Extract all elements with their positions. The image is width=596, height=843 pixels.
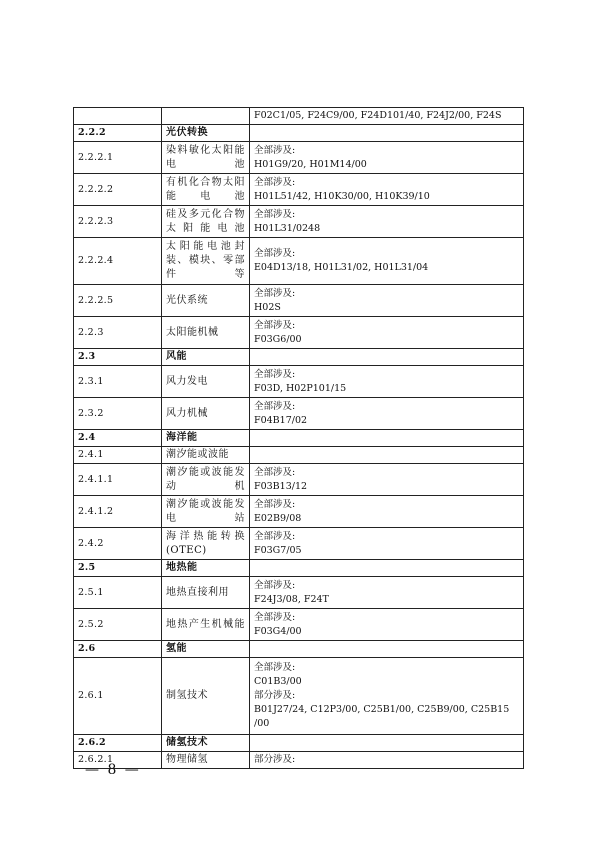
row-ipc-codes xyxy=(250,752,524,769)
ipc-line: H01L51/42, H10K30/00, H10K39/10 xyxy=(254,190,430,202)
ipc-line: H01G9/20, H01M14/00 xyxy=(254,158,367,170)
ipc-line: 部分涉及: xyxy=(254,754,296,765)
row-ipc-codes xyxy=(250,641,524,658)
ipc-line: B01J27/24, C12P3/00, C25B1/00, C25B9/00, C25B15 xyxy=(254,704,510,715)
ipc-line: F03B13/12 xyxy=(254,480,308,492)
table-row xyxy=(74,528,524,560)
ipc-line: 全部涉及: xyxy=(254,579,296,591)
table-row xyxy=(74,285,524,317)
ipc-line: 全部涉及: xyxy=(254,400,296,412)
row-ipc-codes xyxy=(250,108,524,125)
row-name: 风力发电 xyxy=(162,366,250,398)
row-name xyxy=(162,108,250,125)
row-code: 2.6 xyxy=(74,641,162,658)
row-name: 地热能 xyxy=(162,560,250,577)
ipc-line: E04D13/18, H01L31/02, H01L31/04 xyxy=(254,262,429,273)
row-ipc-codes xyxy=(250,125,524,142)
row-name: 氢能 xyxy=(162,641,250,658)
table-row xyxy=(74,125,524,142)
row-ipc-codes xyxy=(250,317,524,349)
row-code: 2.5 xyxy=(74,560,162,577)
row-ipc-codes xyxy=(250,366,524,398)
ipc-line: 全部涉及: xyxy=(254,208,296,220)
row-code: 2.3.2 xyxy=(74,398,162,430)
row-name: 潮汐能或波能发电站 xyxy=(162,496,250,528)
row-name: 染料敏化太阳能电池 xyxy=(162,142,250,174)
row-ipc-codes xyxy=(250,577,524,609)
ipc-line: 全部涉及: xyxy=(254,530,296,542)
ipc-line: /00 xyxy=(254,718,270,729)
ipc-line: F03D, H02P101/15 xyxy=(254,382,347,394)
row-ipc-codes xyxy=(250,735,524,752)
ipc-line: 全部涉及: xyxy=(254,611,296,623)
ipc-line: 全部涉及: xyxy=(254,466,296,478)
row-ipc-codes xyxy=(250,398,524,430)
row-code: 2.2.2.2 xyxy=(74,174,162,206)
table-row xyxy=(74,560,524,577)
ipc-line: 全部涉及: xyxy=(254,319,296,331)
row-code: 2.3 xyxy=(74,349,162,366)
ipc-line: 全部涉及: xyxy=(254,176,296,188)
table-row xyxy=(74,366,524,398)
row-ipc-codes xyxy=(250,142,524,174)
row-name: 太阳能机械 xyxy=(162,317,250,349)
row-name: 地热产生机械能 xyxy=(162,609,250,641)
table-row xyxy=(74,464,524,496)
row-ipc-codes xyxy=(250,447,524,464)
table-row xyxy=(74,752,524,769)
table-row xyxy=(74,658,524,735)
row-code: 2.2.3 xyxy=(74,317,162,349)
ipc-line: F03G6/00 xyxy=(254,333,302,345)
table-row xyxy=(74,142,524,174)
ipc-line: 全部涉及: xyxy=(254,248,296,259)
ipc-line: E02B9/08 xyxy=(254,512,302,524)
row-name: 风能 xyxy=(162,349,250,366)
table-row xyxy=(74,174,524,206)
ipc-line: 部分涉及: xyxy=(254,690,296,701)
row-ipc-codes xyxy=(250,349,524,366)
row-name: 潮汐能或波能发动机 xyxy=(162,464,250,496)
row-code: 2.2.2.1 xyxy=(74,142,162,174)
row-ipc-codes xyxy=(250,658,524,735)
table-row xyxy=(74,447,524,464)
ipc-line: 全部涉及: xyxy=(254,662,296,673)
row-name: 潮汐能或波能 xyxy=(162,447,250,464)
row-code: 2.4.2 xyxy=(74,528,162,560)
ipc-line: 全部涉及: xyxy=(254,144,296,156)
table-row xyxy=(74,577,524,609)
ipc-line: 全部涉及: xyxy=(254,368,296,380)
ipc-line: 全部涉及: xyxy=(254,498,296,510)
row-name: 太阳能电池封装、模块、零部件等 xyxy=(162,238,250,285)
row-name: 风力机械 xyxy=(162,398,250,430)
row-code: 2.6.1 xyxy=(74,658,162,735)
row-code: 2.6.2.1 xyxy=(74,752,162,769)
table-row xyxy=(74,349,524,366)
table-row xyxy=(74,430,524,447)
row-ipc-codes xyxy=(250,285,524,317)
row-ipc-codes xyxy=(250,430,524,447)
row-ipc-codes xyxy=(250,528,524,560)
row-name: 地热直接利用 xyxy=(162,577,250,609)
table-row xyxy=(74,398,524,430)
ipc-line: F02C1/05, F24C9/00, F24D101/40, F24J2/00, F24S xyxy=(254,110,502,121)
row-code: 2.2.2.5 xyxy=(74,285,162,317)
table-row xyxy=(74,238,524,285)
table-row xyxy=(74,496,524,528)
row-code: 2.4.1.1 xyxy=(74,464,162,496)
row-code: 2.2.2.4 xyxy=(74,238,162,285)
ipc-line: H01L31/0248 xyxy=(254,222,321,234)
row-code xyxy=(74,108,162,125)
table-row xyxy=(74,609,524,641)
ipc-line: 全部涉及: xyxy=(254,287,296,299)
ipc-line: F04B17/02 xyxy=(254,414,308,426)
row-name: 物理储氢 xyxy=(162,752,250,769)
row-ipc-codes xyxy=(250,174,524,206)
row-name: 光伏系统 xyxy=(162,285,250,317)
row-name: 有机化合物太阳能电池 xyxy=(162,174,250,206)
row-ipc-codes xyxy=(250,560,524,577)
ipc-line: F03G4/00 xyxy=(254,625,302,637)
classification-table xyxy=(73,107,524,769)
row-code: 2.2.2 xyxy=(74,125,162,142)
row-code: 2.5.2 xyxy=(74,609,162,641)
classification-table-body xyxy=(74,108,524,769)
ipc-line: F24J3/08, F24T xyxy=(254,593,329,605)
ipc-line: F03G7/05 xyxy=(254,544,302,556)
row-ipc-codes xyxy=(250,609,524,641)
table-row xyxy=(74,206,524,238)
row-name: 海洋能 xyxy=(162,430,250,447)
table-row xyxy=(74,735,524,752)
row-code: 2.4.1 xyxy=(74,447,162,464)
table-row xyxy=(74,641,524,658)
row-code: 2.6.2 xyxy=(74,735,162,752)
row-name: 光伏转换 xyxy=(162,125,250,142)
row-ipc-codes xyxy=(250,206,524,238)
row-code: 2.4.1.2 xyxy=(74,496,162,528)
row-name: 储氢技术 xyxy=(162,735,250,752)
table-row xyxy=(74,108,524,125)
row-ipc-codes xyxy=(250,496,524,528)
row-code: 2.3.1 xyxy=(74,366,162,398)
row-code: 2.5.1 xyxy=(74,577,162,609)
row-name: 制氢技术 xyxy=(162,658,250,735)
ipc-line: C01B3/00 xyxy=(254,676,302,687)
row-code: 2.4 xyxy=(74,430,162,447)
row-name: 硅及多元化合物太阳能电池 xyxy=(162,206,250,238)
row-ipc-codes xyxy=(250,464,524,496)
ipc-line: H02S xyxy=(254,301,281,313)
page-number: — 8 — xyxy=(85,762,141,778)
table-row xyxy=(74,317,524,349)
row-name: 海洋热能转换(OTEC) xyxy=(162,528,250,560)
row-code: 2.2.2.3 xyxy=(74,206,162,238)
row-ipc-codes xyxy=(250,238,524,285)
